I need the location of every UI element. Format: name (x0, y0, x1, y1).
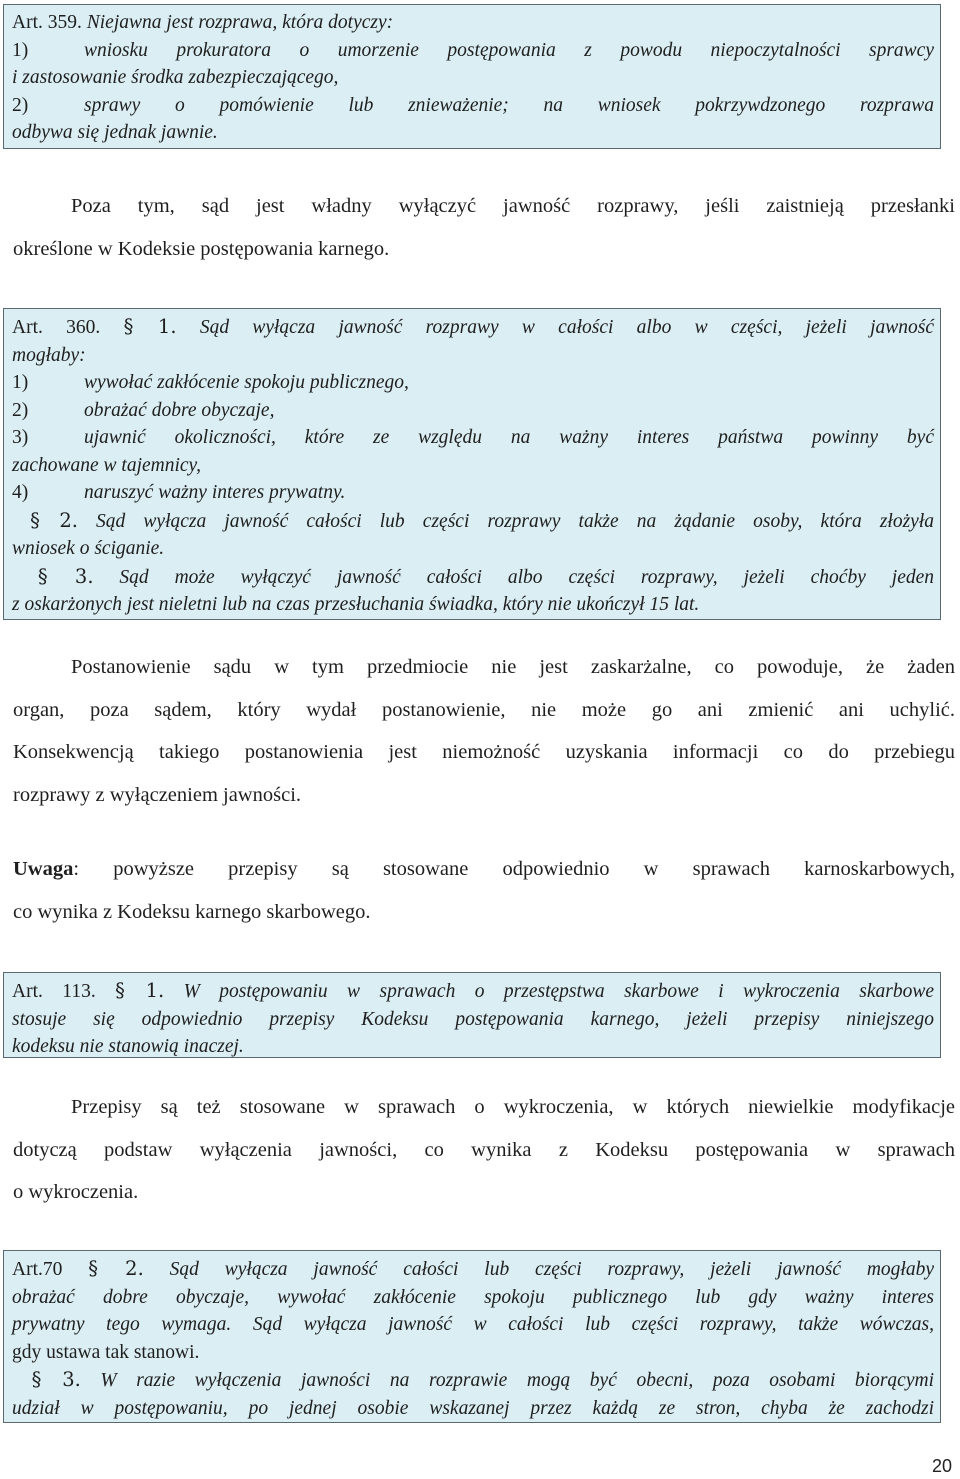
art-70-line-3: prywatny tego wymaga. Sąd wyłącza jawność w całości lub części rozprawy, także wówczas, (12, 1314, 934, 1335)
art-360-item-4: 4) naruszyć ważny interes prywatny. (12, 482, 346, 503)
art-360-item-1: 1) wywołać zakłócenie spokoju publicznego, (12, 372, 409, 393)
art-360-item-3-cont: zachowane w tajemnicy, (12, 454, 202, 476)
art-359-item-2-cont: odbywa się jednak jawnie. (12, 122, 218, 143)
art-360-item-2: 2) obrażać dobre obyczaje, (12, 399, 275, 421)
paragraph-4-line-1: Przepisy są też stosowane w sprawach o wykroczenia, w których niewielkie modyfikacje (71, 1096, 955, 1118)
art-113-line-2: stosuje się odpowiednio przepisy Kodeksu postępowania karnego, jeżeli przepisy niniejszego (12, 1008, 934, 1030)
paragraph-2-line-3: Konsekwencją takiego postanowienia jest niemożność uzyskania informacji co do przebiegu (13, 741, 955, 763)
paragraph-4 (13, 1086, 955, 1214)
paragraph-4-line-2: dotyczą podstaw wyłączenia jawności, co wynika z Kodeksu postępowania w sprawach (13, 1138, 955, 1161)
paragraph-note-line-2: co wynika z Kodeksu karnego skarbowego. (13, 900, 371, 923)
art-359-quote (3, 4, 941, 149)
art-113-line-3: kodeksu nie stanowią inaczej. (12, 1036, 244, 1057)
art-360-section-3-cont: z oskarżonych jest nieletni lub na czas przesłuchania świadka, który nie ukończył 15 lat. (12, 594, 700, 615)
art-360-item-3: 3) ujawnić okoliczności, które ze względu na ważny interes państwa powinny być (12, 427, 934, 448)
art-70-line-5: § 3. W razie wyłączenia jawności na rozprawie mogą być obecni, poza osobami biorącymi (31, 1368, 934, 1391)
paragraph-2-line-1: Postanowienie sądu w tym przedmiocie nie jest zaskarżalne, co powoduje, że żaden (71, 656, 955, 678)
art-360-section-2-cont: wniosek o ściganie. (12, 538, 165, 559)
paragraph-4-line-3: o wykroczenia. (13, 1181, 139, 1203)
art-70-line-2: obrażać dobre obyczaje, wywołać zakłócenie spokoju publicznego lub gdy ważny interes (12, 1286, 934, 1308)
art-359-item-1: 1) wniosku prokuratora o umorzenie postępowania z powodu niepoczytalności sprawcy (12, 39, 934, 61)
art-359-item-1-cont: i zastosowanie środka zabezpieczającego, (12, 67, 339, 88)
art-359-heading: Art. 359. Niejawna jest rozprawa, która dotyczy: (12, 12, 394, 33)
art-70-line-4: gdy ustawa tak stanowi. (12, 1341, 200, 1363)
art-113-line-1: Art. 113. § 1. W postępowaniu w sprawach o przestępstwa skarbowe i wykroczenia skarbowe (12, 979, 934, 1002)
art-70-line-6: udział w postępowaniu, po jednej osobie wskazanej przez każdą ze stron, chyba że zachodzi (12, 1397, 934, 1419)
paragraph-note-line-1: Uwaga: powyższe przepisy są stosowane odpowiednio w sprawach karnoskarbowych, (13, 858, 955, 880)
page-number: 20 (931, 1456, 952, 1476)
paragraph-1 (13, 185, 955, 270)
art-360-section-1: Art. 360. § 1. Sąd wyłącza jawność rozprawy w całości albo w części, jeżeli jawność (12, 315, 934, 338)
art-360-quote (3, 308, 941, 620)
paragraph-2-line-4: rozprawy z wyłączeniem jawności. (13, 783, 302, 806)
paragraph-note (13, 848, 955, 933)
paragraph-2-line-2: organ, poza sądem, który wydał postanowienie, nie może go ani zmienić ani uchylić. (13, 698, 955, 721)
note-label: Uwaga (13, 858, 74, 880)
art-360-section-2: § 2. Sąd wyłącza jawność całości lub części rozprawy także na żądanie osoby, która złożyła (30, 508, 935, 532)
paragraph-1-line-2: określone w Kodeksie postępowania karnego. (13, 237, 390, 260)
paragraph-1-line-1: Poza tym, sąd jest władny wyłączyć jawność rozprawy, jeśli zaistnieją przesłanki (71, 195, 955, 217)
art-113-quote (3, 972, 941, 1058)
art-359-item-2: 2) sprawy o pomówienie lub znieważenie; na wniosek pokrzywdzonego rozprawa (12, 94, 934, 116)
art-70-quote (3, 1250, 941, 1423)
art-360-section-1-cont: mogłaby: (12, 344, 86, 366)
paragraph-2 (13, 646, 955, 816)
art-360-section-3: § 3. Sąd może wyłączyć jawność całości albo części rozprawy, jeżeli choćby jeden (37, 564, 934, 588)
art-70-line-1: Art.70 § 2. Sąd wyłącza jawność całości lub części rozprawy, jeżeli jawność mogłaby (12, 1257, 935, 1280)
